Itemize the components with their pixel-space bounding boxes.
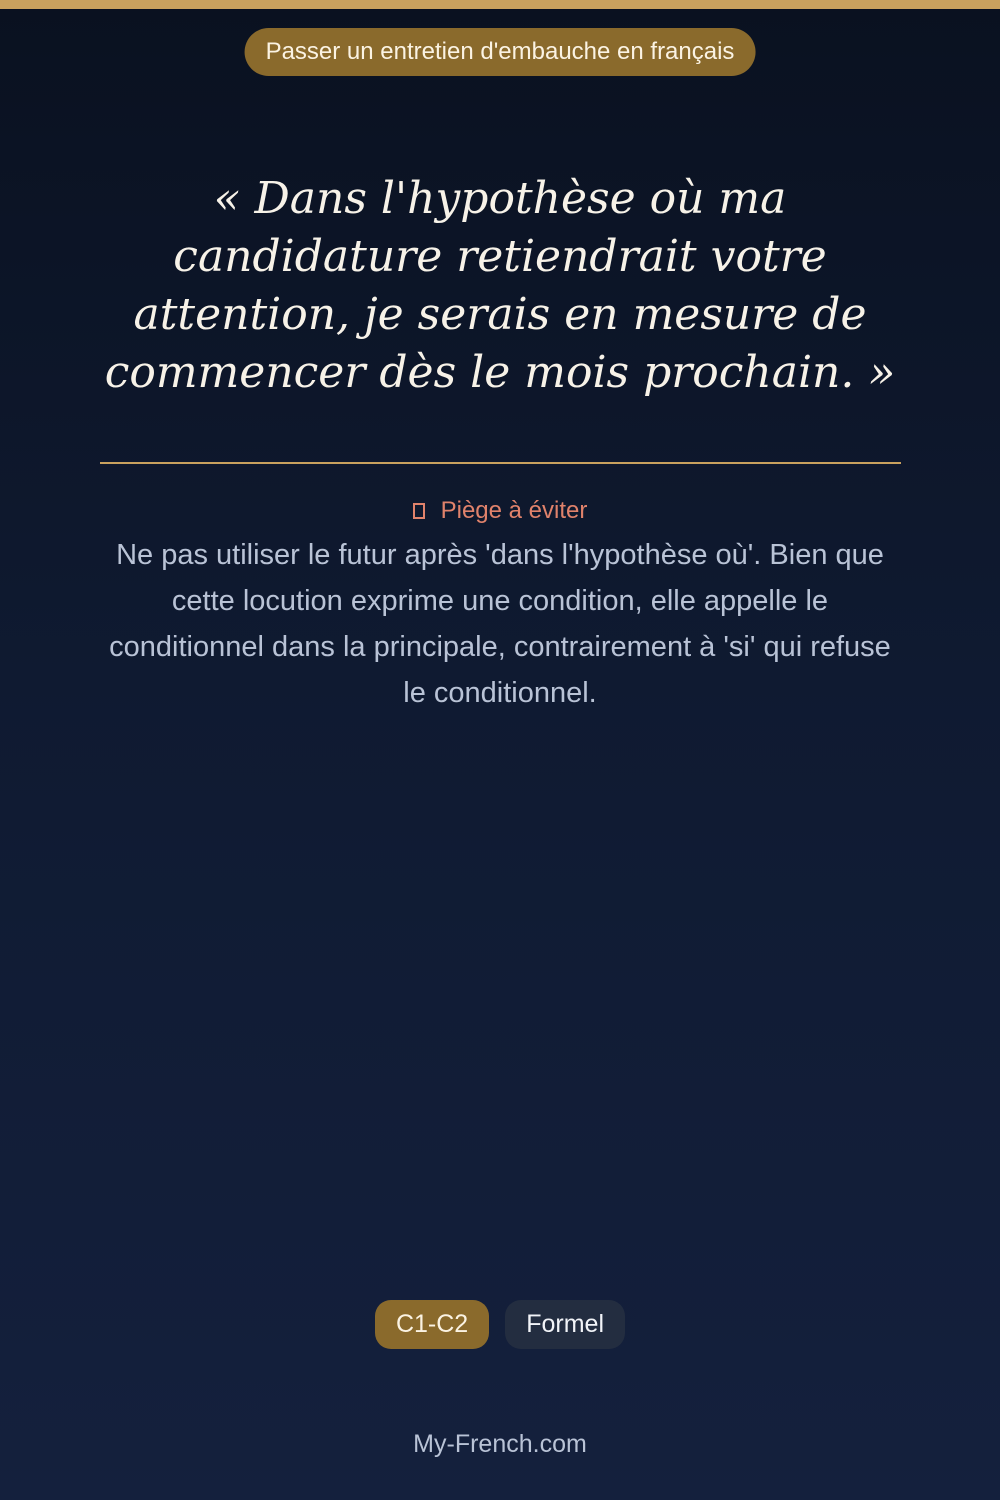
pitfall-title: Piège à éviter [440,497,588,524]
site-footer: My-French.com [413,1430,587,1458]
pitfall-heading [0,496,1000,526]
topic-badge: Passer un entretien d'embauche en français [245,28,756,76]
register-tag: Formel [505,1300,625,1349]
pitfall-explanation: Ne pas utiliser le futur après 'dans l'hypothèse où'. Bien que cette locution exprime une condition, elle appelle le conditionnel dans la principale, contrairement à 'si' qui refuse le conditionnel. [109,539,891,709]
divider [100,462,901,464]
example-quote: « Dans l'hypothèse où ma candidature retiendrait votre attention, je serais en mesure de commencer dès le mois prochain. » [104,173,896,398]
warning-icon [413,503,425,519]
top-accent-bar [0,0,1000,9]
level-tag: C1-C2 [375,1300,489,1349]
tag-list [0,1300,1000,1349]
